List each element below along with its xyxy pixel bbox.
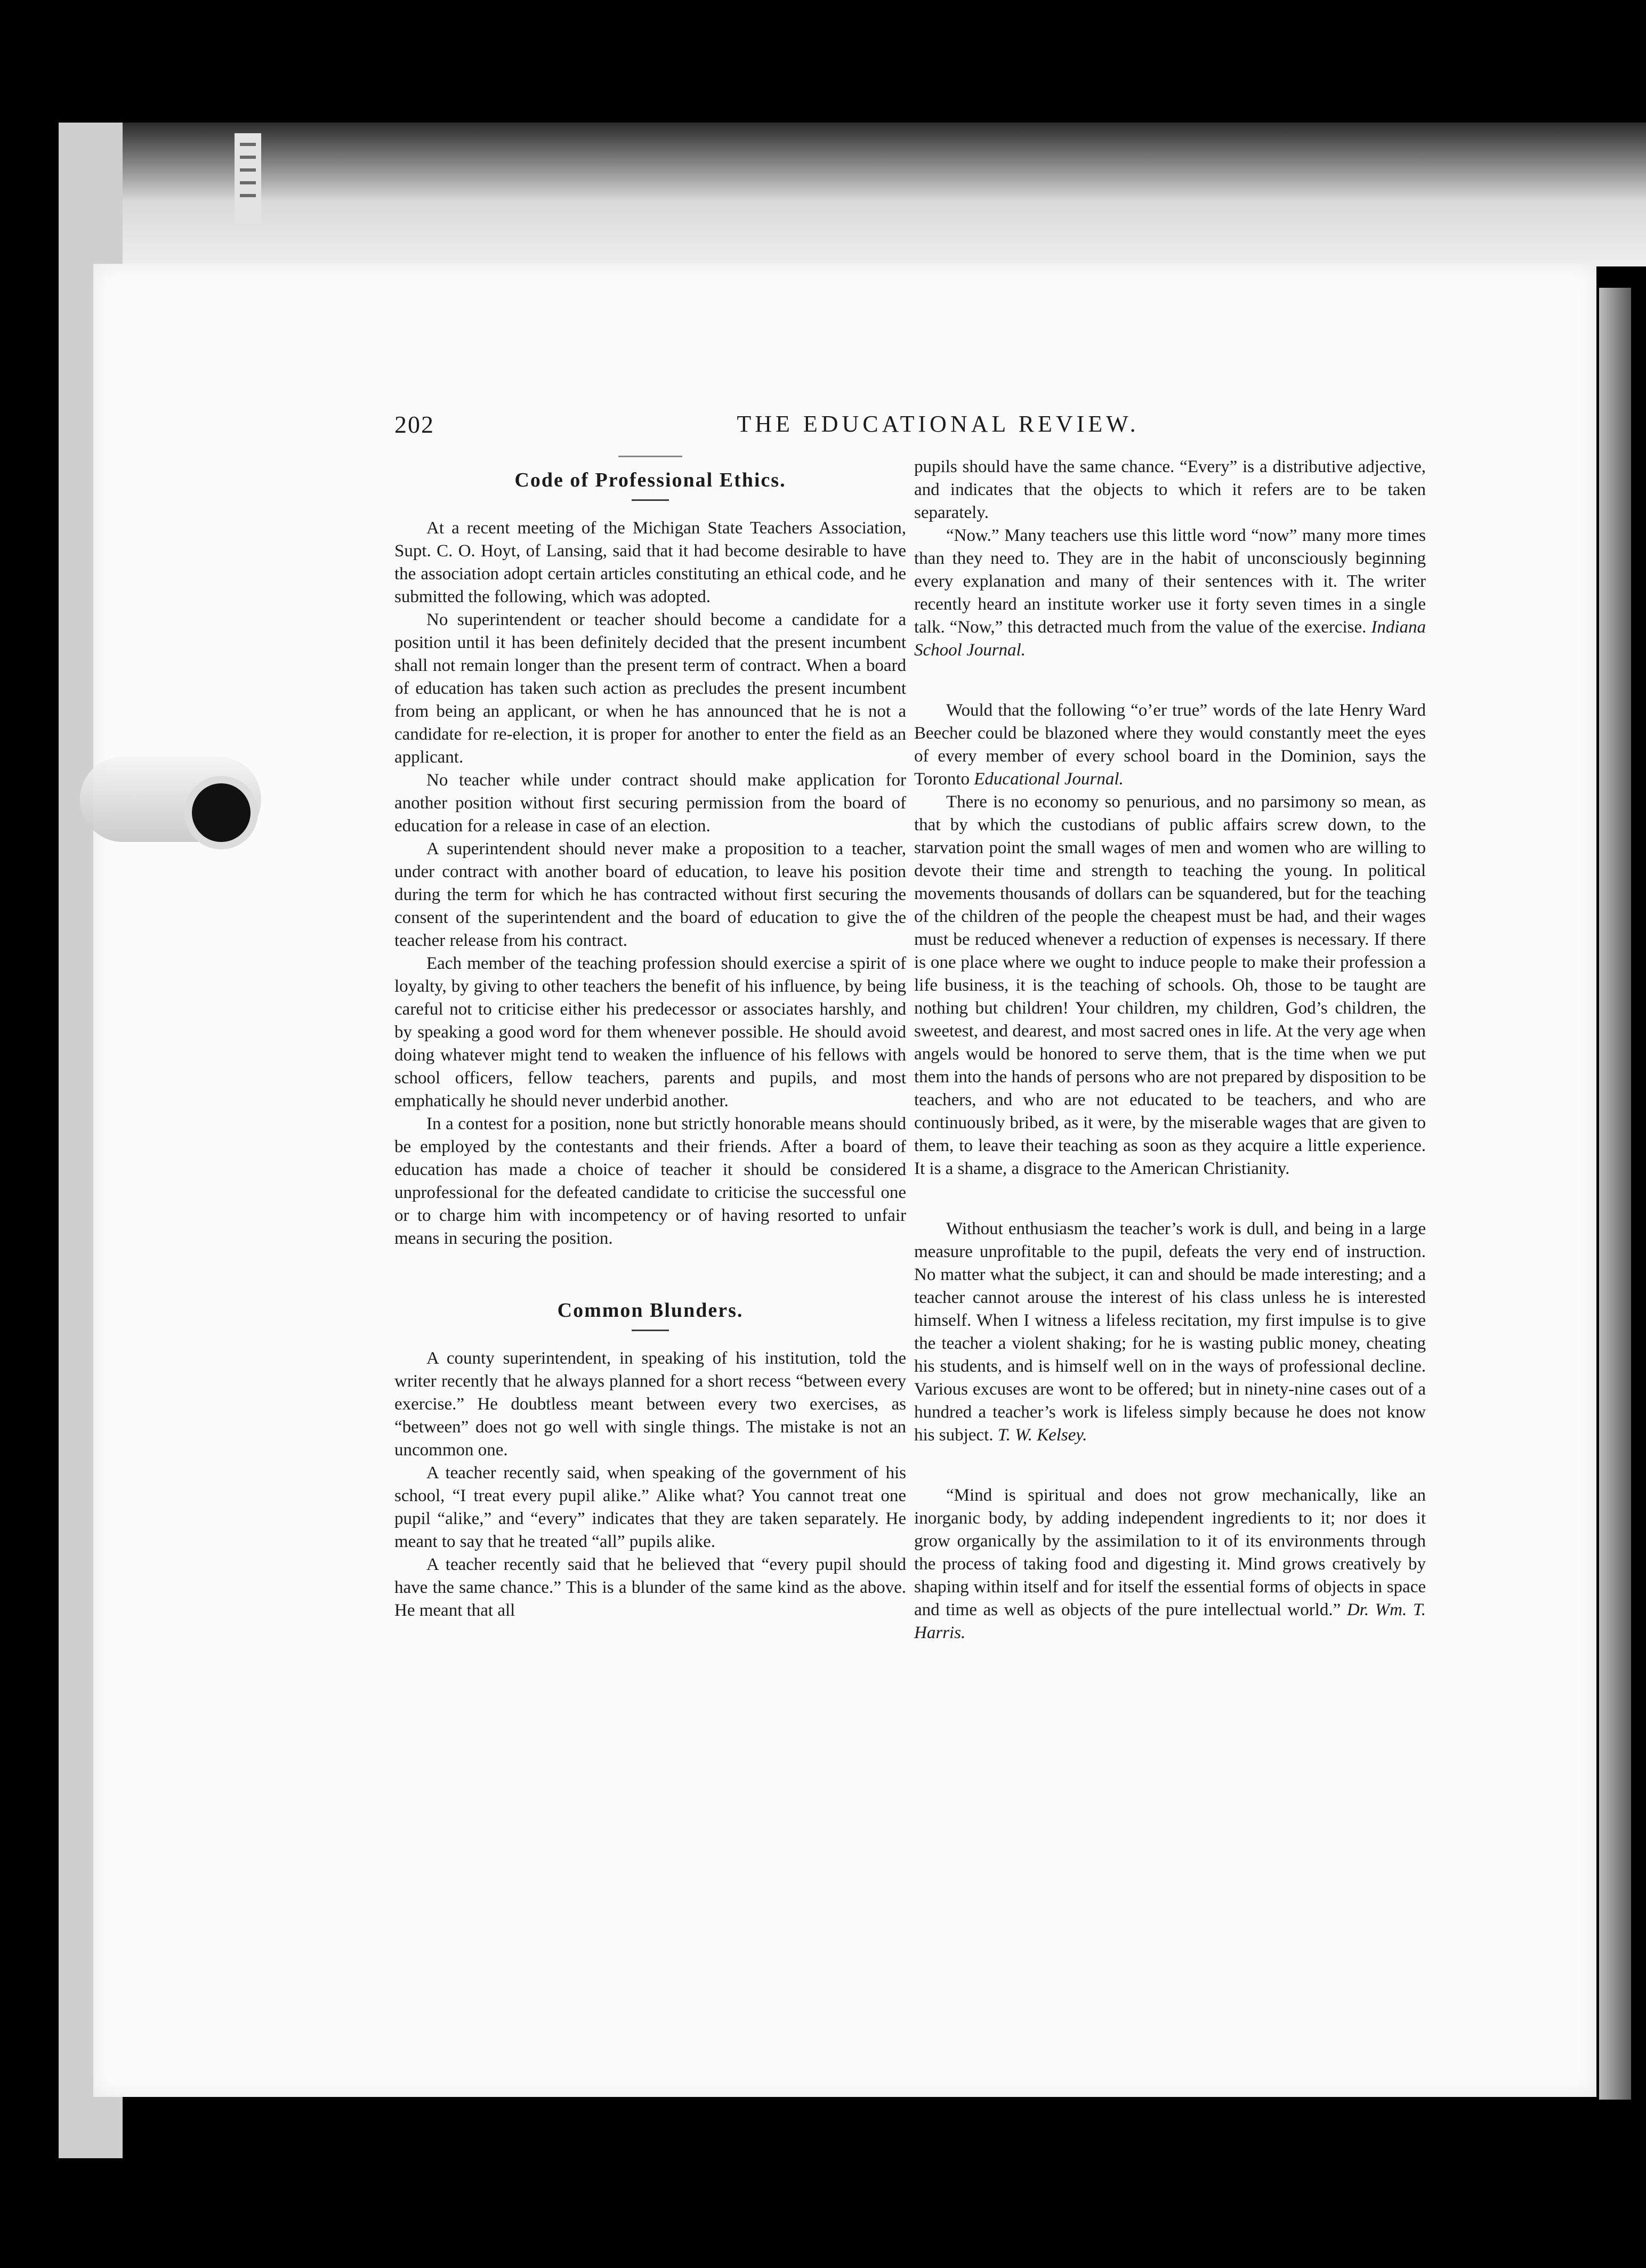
source-citation: Indiana School Journal. [914,618,1426,660]
spacer [914,1447,1426,1484]
paragraph-text: Without enthusiasm the teacher’s work is dull, and being in a large measure unprofitable to the pupil, defeats the very end of instruction. No matter what the subject, it can and should be made interesting; and a teacher cannot arouse the interest of his class unless he is interested himself. When I witness a lifeless recitation, my first impulse is to give the teacher a violent shaking; for he is wasting public money, cheating his students, and is himself well on in the ways of professional decline. Various excuses are wont to be offered; but in ninety-nine cases out of a hundred a teacher’s work is lifeless simply because he does not know his subject. [914,1219,1426,1445]
paragraph: In a contest for a position, none but strictly honorable means should be employed by the contestants and their friends. After a board of education has made a choice of teacher it should be considered unprofessional for the defeated candidate to criticise the successful one or to charge him with incompetency or of having resorted to unfair means in securing the position. [394,1114,906,1248]
paragraph: A teacher recently said, when speaking of the government of his school, “I treat every pupil alike.” Alike what? You cannot treat one pupil “alike,” and “every” indicates that they are taken separately. He meant to say that he treated “all” pupils alike. [394,1463,906,1551]
paragraph: A teacher recently said that he believed that “every pupil should have the same chance.” This is a blunder of the same kind as the above. He meant that all [394,1555,906,1620]
author-signature: Dr. Wm. T. Harris. [914,1600,1426,1642]
paragraph [914,524,1426,662]
book-edge-right [1599,288,1631,2100]
paragraph [914,699,1426,791]
paragraph: No superintendent or teacher should become a candidate for a position until it has been definitely decided that the present incumbent shall not remain longer than the present term of contract. When a board of education has taken such action as precludes the present incumbent from being an applicant, or when he has announced that he is not a candidate for re-election, it is proper for another to enter the field as an applicant. [394,610,906,767]
paragraph: A superintendent should never make a proposition to a teacher, under contract with another board of education, to leave his position during the term for which he has contracted without first securing the consent of the superintendent and the board of education to give the teacher release from his contract. [394,839,906,950]
paragraph [914,1484,1426,1645]
paragraph [914,1218,1426,1447]
paragraph: pupils should have the same chance. “Every” is a distributive adjective, and indicates that the objects to which it refers are to be taken separately. [914,457,1426,522]
scan-background-top [59,123,1646,266]
paragraph-text: “Mind is spiritual and does not grow mechanically, like an inorganic body, by adding independent ingredients to it; nor does it grow organically by the assimilation to it of its environments through the process of taking food and digesting it. Mind grows creatively by shaping within itself and for itself the essential forms of objects in space and time as well as objects of the pure intellectual world.” [914,1486,1426,1619]
source-citation: Educational Journal. [974,770,1124,789]
title-rule [618,456,682,457]
page-number: 202 [394,411,434,438]
clip-knob-icon [192,783,251,842]
title-rule [632,1330,669,1331]
left-column [394,456,906,2092]
paragraph: At a recent meeting of the Michigan State Teachers Association, Supt. C. O. Hoyt, of Lansing, said that it had become desirable to have the association adopt certain articles constituting an ethical code, and he submitted the following, which was adopted. [394,519,906,606]
spacer [394,1250,906,1287]
article-title-blunders: Common Blunders. [557,1299,744,1322]
paragraph-text: Would that the following “o’er true” words of the late Henry Ward Beecher could be blazoned where they would constantly meet the eyes of every member of every school board in the Dominion, says the Toronto [914,701,1426,789]
author-signature: T. W. Kelsey. [997,1425,1087,1445]
right-column [914,456,1426,2092]
spacer [914,1180,1426,1218]
ruler-icon [235,133,261,224]
paragraph: A county superintendent, in speaking of his institution, told the writer recently that he always planned for a short recess “between every exercise.” He doubtless meant between every two exercises, as “between” does not go well with single things. The mistake is not an uncommon one. [394,1349,906,1460]
page-header [394,410,1482,442]
paragraph: Each member of the teaching profession should exercise a spirit of loyalty, by giving to other teachers the benefit of his influence, by being careful not to criticise either his predecessor or associates harshly, and by speaking a good word for them whenever possible. He should avoid doing whatever might tend to weaken the influence of his fellows with school officers, fellow teachers, parents and pupils, and most emphatically he should never underbid another. [394,954,906,1111]
article-title-ethics: Code of Professional Ethics. [514,469,786,491]
paragraph: No teacher while under contract should make application for another position without first securing permission from the board of education for a release in case of an election. [394,771,906,836]
title-rule [632,499,669,501]
spacer [914,662,1426,699]
paragraph-text: “Now.” Many teachers use this little word “now” many more times than they need to. They are in the habit of unconsciously beginning every explanation and many of their sentences with it. The writer recently heard an institute worker use it forty seven times in a single talk. “Now,” this detracted much from the value of the exercise. [914,526,1426,637]
paragraph: There is no economy so penurious, and no parsimony so mean, as that by which the custodians of public affairs screw down, to the starvation point the small wages of men and women who are willing to devote their time and strength to teaching the young. In political movements thousands of dollars can be squandered, but for the teaching of the children of the people the cheapest must be had, and their wages must be reduced whenever a reduction of expenses is necessary. If there is one place where we ought to induce people to make their profession a life business, it is the teaching of schools. Oh, those to be taught are nothing but children! Your children, my children, God’s children, the sweetest, and dearest, and most sacred ones in life. At the very age when angels would be honored to serve them, that is the time when we put them into the hands of persons who are not prepared by disposition to be teachers, and who are not educated to be teachers, and who are continuously bribed, as it were, by the miserable wages that are given to them, to leave their teaching as soon as they acquire a little experience. It is a shame, a disgrace to the American Christianity. [914,792,1426,1178]
running-title: THE EDUCATIONAL REVIEW. [737,411,1140,437]
